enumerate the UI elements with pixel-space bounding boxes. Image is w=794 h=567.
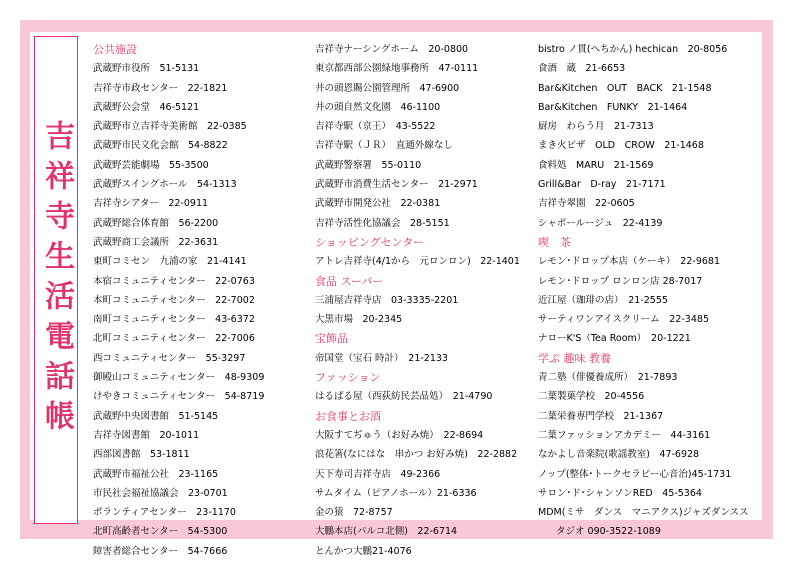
directory-entry: 武蔵野商工会議所 22-3631: [93, 236, 219, 248]
directory-entry: 浪花箸(なにはな 串かつ お好み焼) 22-2882: [315, 449, 518, 461]
directory-entry: 北町高齢者センター 54-5300: [93, 526, 228, 538]
directory-entry: アトレ吉祥寺(4/1から 元ロンロン) 22-1401: [315, 256, 520, 268]
directory-entry: 吉祥寺シアター 22-0911: [93, 198, 209, 210]
directory-entry: 天下寿司吉祥寺店 49-2366: [315, 468, 441, 480]
directory-entry: 本町コミュニティセンター 22-7002: [93, 294, 255, 306]
directory-entry: サムタイム（ピアノホール）21-6336: [315, 487, 477, 499]
directory-entry: 武蔵野市立吉祥寺美術館 22-0385: [93, 121, 247, 133]
directory-entry: 武蔵野市開発公社 22-0381: [315, 198, 441, 210]
page-title: 吉祥寺生活電話帳: [39, 120, 74, 440]
directory-entry: 近江屋（珈琲の店） 21-2555: [538, 294, 668, 306]
directory-entry: 吉祥寺活性化協議会 28-5151: [315, 217, 450, 229]
directory-entry: 大阪すてぢゅう（お好み焼） 22-8694: [315, 429, 484, 441]
directory-entry: 本宿コミュニティセンター 22-0763: [93, 275, 255, 287]
directory-entry: ノップ(整体･トークセラピー心音治)45-1731: [538, 468, 732, 480]
directory-entry: Bar&Kitchen FUNKY 21-1464: [538, 101, 688, 113]
section-heading: 学ぶ 趣味 教養: [538, 351, 611, 365]
section-heading: ファッション: [315, 371, 381, 385]
directory-entry: レモン･ドロップ本店（ケーキ） 22-9681: [538, 256, 721, 268]
directory-entry: 金の猿 72-8757: [315, 507, 393, 519]
directory-entry: 吉祥寺駅（京王） 43-5522: [315, 121, 436, 133]
directory-entry: 食料処 MARU 21-1569: [538, 159, 654, 171]
directory-entry: ナローK'S（Tea Room） 20-1221: [538, 333, 691, 345]
directory-entry: 御殿山コミュニティセンター 48-9309: [93, 372, 265, 384]
directory-entry: 厨房 わらう月 21-7313: [538, 121, 654, 133]
directory-entry: なかよし音楽院(歌謡教室) 47-6928: [538, 449, 700, 461]
directory-entry: とんかつ大鵬21-4076: [315, 545, 412, 557]
section-heading: ショッピングセンター: [315, 235, 425, 249]
directory-entry: 井の頭自然文化園 46-1100: [315, 101, 441, 113]
directory-entry: 井の頭恩賜公園管理所 47-6900: [315, 82, 460, 94]
directory-entry: 吉祥寺ナーシングホーム 20-0800: [315, 44, 469, 55]
directory-entry: 武蔵野市福祉公社 23-1165: [93, 468, 219, 480]
directory-entry: まき火ピザ OLD CROW 21-1468: [538, 140, 704, 152]
directory-entry: MDM(ミサ ダンス マニアクス)ジャズダンスス: [538, 507, 749, 519]
directory-entry: 東町コミセン 九浦の家 21-4141: [93, 256, 247, 268]
directory-entry: ボランティアセンター 23-1170: [93, 507, 236, 519]
section-heading: 喫 茶: [538, 235, 571, 249]
section-heading: 食品 スーパー: [315, 274, 384, 288]
directory-entry: 西部図書館 53-1811: [93, 449, 190, 461]
directory-entry: 吉祥寺市政センター 22-1821: [93, 82, 228, 94]
directory-entry: Grill&Bar D-ray 21-7171: [538, 179, 666, 191]
directory-entry: 武蔵野市消費生活センター 21-2971: [315, 179, 478, 191]
directory-entry: bistro ノ貫(へちかん) hechican 20-8056: [538, 44, 728, 55]
directory-entry: けやきコミュニティセンター 54-8719: [93, 391, 265, 403]
directory-entry: 北町コミュニティセンター 22-7006: [93, 333, 255, 345]
directory-entry: 二葉栄養専門学校 21-1367: [538, 410, 664, 422]
directory-entry: 帝国堂（宝石 時計） 21-2133: [315, 352, 448, 364]
directory-entry: 二葉ファッションアカデミー 44-3161: [538, 429, 711, 441]
column-1: [93, 40, 303, 561]
section-heading: お食事とお酒: [315, 409, 381, 423]
directory-entry: はるばる屋（西荻紡民芸品処） 21-4790: [315, 391, 493, 403]
directory-entry: 青二塾（俳優養成所） 21-7893: [538, 372, 678, 384]
directory-entry: 三浦屋吉祥寺店 03-3335-2201: [315, 294, 459, 306]
directory-entry: 武蔵野スイングホール 54-1313: [93, 179, 237, 191]
directory-entry: 武蔵野警察署 55-0110: [315, 159, 422, 171]
directory-entry: 東京都西部公園緑地事務所 47-0111: [315, 63, 479, 75]
directory-entry: 武蔵野市役所 51-5131: [93, 63, 200, 75]
directory-entry: 大鵬本店(パルコ北側) 22-6714: [315, 526, 458, 538]
directory-entry: 吉祥寺翠園 22-0605: [538, 198, 635, 210]
directory-entry: 西コミュニティセンター 55-3297: [93, 352, 246, 364]
directory-entry: 二葉製菓学校 20-4556: [538, 391, 645, 403]
column-2: [315, 40, 533, 561]
directory-entry: 武蔵野市民文化会館 54-8822: [93, 140, 228, 152]
directory-entry: レモン･ドロップ ロンロン店 28-7017: [538, 275, 703, 287]
directory-entry: サロン･ド･シャンソンRED 45-5364: [538, 487, 702, 499]
directory-entry: タジオ 090-3522-1089: [556, 526, 661, 538]
directory-entry: 吉祥寺図書館 20-1011: [93, 429, 200, 441]
section-heading: 宝飾品: [315, 332, 348, 346]
directory-entry: 武蔵野芸能劇場 55-3500: [93, 159, 209, 171]
directory-entry: 障害者総合センター 54-7666: [93, 545, 228, 557]
directory-entry: サーティワンアイスクリーム 22-3485: [538, 314, 709, 326]
directory-entry: シャポールージュ 22-4139: [538, 217, 663, 229]
directory-entry: Bar&Kitchen OUT BACK 21-1548: [538, 82, 712, 94]
directory-entry: 武蔵野総合体育館 56-2200: [93, 217, 219, 229]
directory-entry: 武蔵野公会堂 46-5121: [93, 101, 200, 113]
directory-entry: 南町コミュニティセンター 43-6372: [93, 314, 255, 326]
column-3: [538, 40, 768, 542]
directory-entry: 食酒 蔵 21-6653: [538, 63, 626, 75]
directory-entry: 吉祥寺駅（ＪＲ） 直通外線なし: [315, 140, 453, 152]
directory-entry: 大黒市場 20-2345: [315, 314, 403, 326]
section-heading: 公共施設: [93, 43, 137, 56]
directory-entry: 市民社会福祉協議会 23-0701: [93, 487, 228, 499]
title-box: [34, 36, 78, 524]
directory-entry: 武蔵野中央図書館 51-5145: [93, 410, 219, 422]
